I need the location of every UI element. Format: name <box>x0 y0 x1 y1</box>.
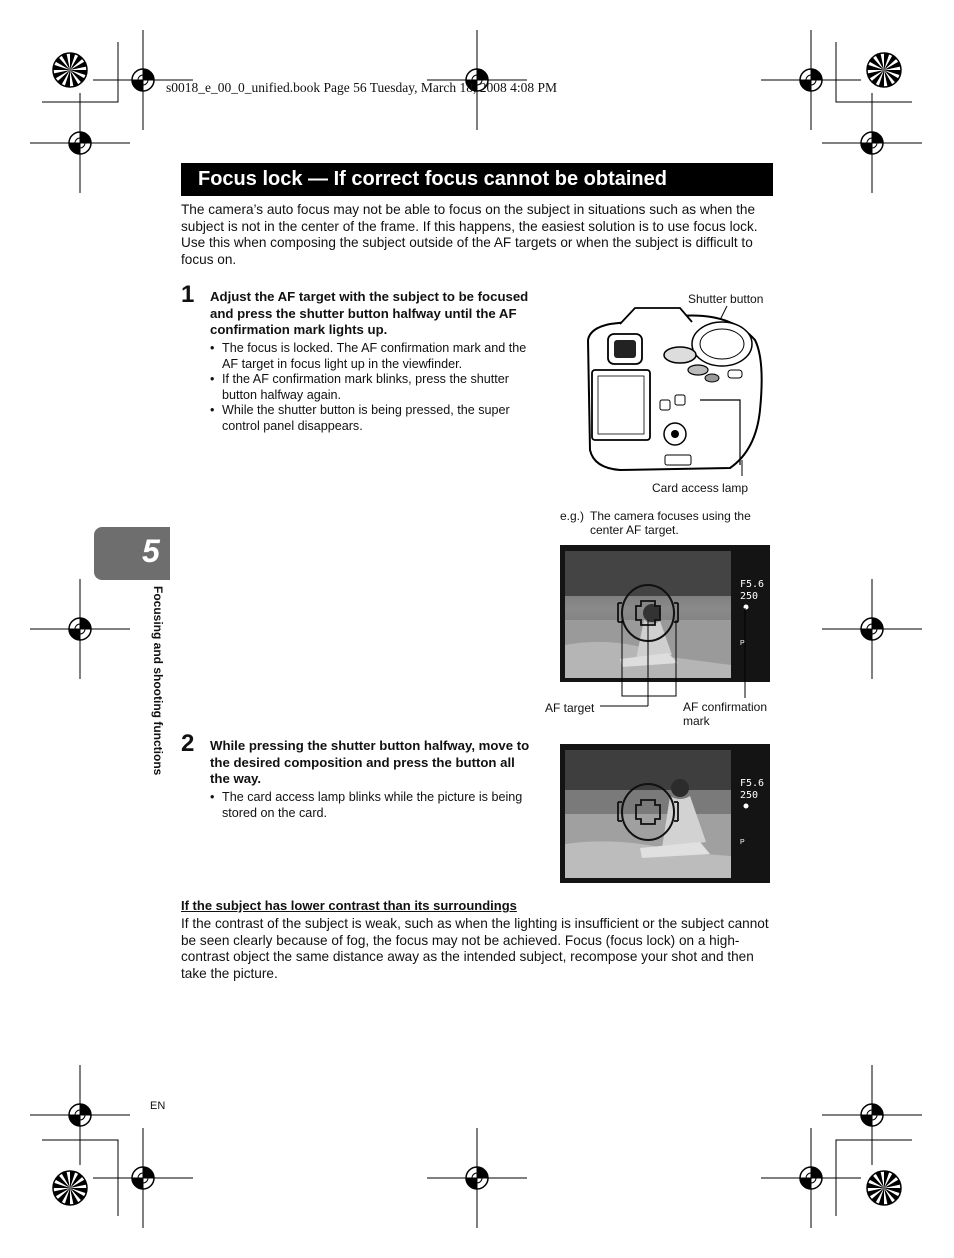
section-title: Focus lock — If correct focus cannot be obtained <box>198 168 667 190</box>
section-title-bar <box>181 163 773 196</box>
language-marker: EN <box>150 1100 166 1112</box>
vf-shutter-1: 250 <box>740 591 759 602</box>
vf-mode-1: P <box>740 640 745 647</box>
eg-prefix: e.g.) <box>560 509 585 523</box>
step-2-bullets <box>210 790 535 821</box>
intro-paragraph: The camera’s auto focus may not be able to focus on the subject in situations such as when the subject is not in the center of the frame. If this happens, the easiest solution is to use focus lock. Use this when composing the subject outside of the AF targets or when the subject is difficult to focus on. <box>181 202 758 267</box>
viewfinder-image-2 <box>560 744 770 883</box>
vf-shutter-2: 250 <box>740 790 759 801</box>
chapter-label-vertical: Focusing and shooting functions <box>151 586 165 776</box>
label-leaders <box>540 600 780 710</box>
chapter-tab <box>94 527 170 580</box>
label-af-confirmation: AF confirmation mark <box>683 700 768 728</box>
vf-aperture-2: F5.6 <box>740 778 765 789</box>
list-item: • While the shutter button is being pressed, the super control panel disappears. <box>210 403 535 434</box>
eg-caption: The camera focuses using the center AF target. <box>590 509 751 537</box>
chapter-number: 5 <box>142 533 160 569</box>
list-item: • The focus is locked. The AF confirmation mark and the AF target in focus light up in the viewfinder. <box>210 341 535 372</box>
subsection-heading: If the subject has lower contrast than its surroundings <box>181 898 517 913</box>
step-1-bullets <box>210 341 535 434</box>
step-2-number: 2 <box>181 730 195 757</box>
camera-illustration <box>580 300 770 485</box>
label-shutter-button: Shutter button <box>688 292 764 306</box>
viewfinder-scene-2 <box>560 744 770 883</box>
vf-aperture-1: F5.6 <box>740 579 765 590</box>
vf-mode-2: P <box>740 839 745 846</box>
step-1-number: 1 <box>181 281 195 308</box>
list-item: • If the AF confirmation mark blinks, press the shutter button halfway again. <box>210 372 535 403</box>
label-card-access-lamp: Card access lamp <box>652 481 749 495</box>
step-2-heading: While pressing the shutter button halfway, move to the desired composition and press the button all the way. <box>210 738 530 787</box>
label-af-target: AF target <box>545 701 595 715</box>
printer-line: s0018_e_00_0_unified.book Page 56 Tuesday, March 18, 2008 4:08 PM <box>166 80 557 95</box>
subsection-text: If the contrast of the subject is weak, such as when the lighting is insufficient or the subject cannot be seen clearly because of fog, the focus may not be achieved. Focus (focus lock) on a high-contrast object the same distance away as the intended subject, recompose your shot and then take the picture. <box>181 916 769 981</box>
step-1-heading: Adjust the AF target with the subject to be focused and press the shutter button halfway until the AF confirmation mark lights up. <box>210 289 529 338</box>
list-item: • The card access lamp blinks while the picture is being stored on the card. <box>210 790 535 821</box>
